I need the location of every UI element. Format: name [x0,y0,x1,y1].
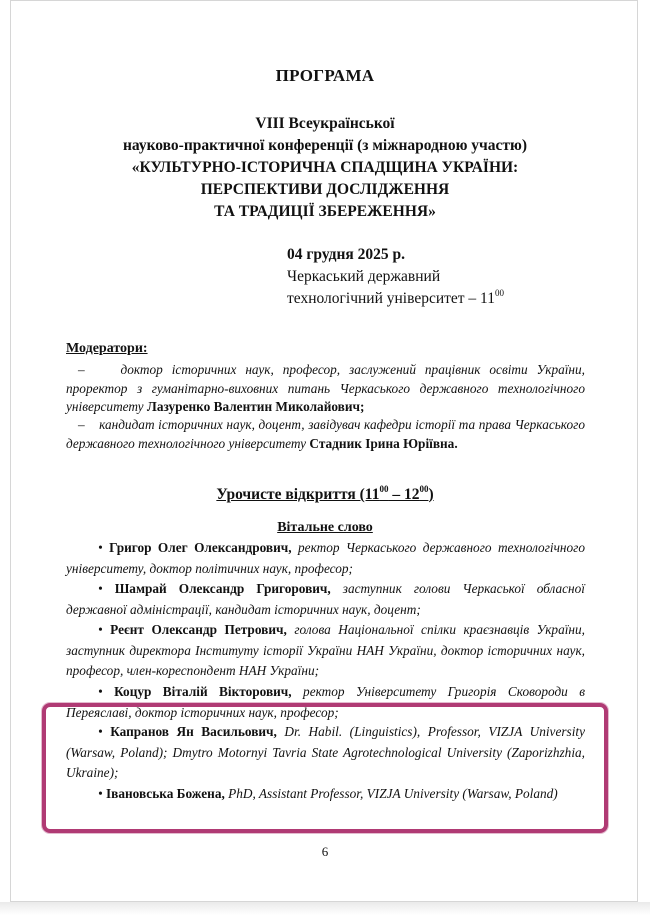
moderator-name: Лазуренко Валентин Миколайович; [146,399,365,414]
moderator-desc: кандидат історичних наук, доцент, завідувач кафедри історії та права Черкаського державного технологічного університету [66,417,585,451]
venue-line-2 [287,288,504,310]
speaker-item [66,722,585,784]
venue-line-1: Черкаський державний [287,268,441,285]
speaker-desc: голова Національної спілки краєзнавців України, заступник директора Інституту історії України НАН України, доктор історичних наук, професор, член-кореспондент НАН України; [66,622,585,678]
venue-time-sup: 00 [494,287,504,298]
dash-marker: – [78,417,85,432]
bullet-icon: • [98,540,103,555]
moderator-desc: доктор історичних наук, професор, заслужений працівник освіти України, проректор з гуманітарно-виховних питань Черкаського державного технологічного університету [66,362,586,414]
dash-marker: – [78,362,85,377]
opening-dash: – 12 [388,486,420,503]
speaker-item [66,620,585,682]
conference-line-1: VIII Всеукраїнської [255,115,395,132]
conference-line-4: ПЕРСПЕКТИВИ ДОСЛІДЖЕННЯ [200,181,450,198]
speaker-desc: ректор Університету Григорія Сковороди в Переяславі, доктор історичних наук, професор; [66,684,586,720]
welcome-heading: Вітальне слово [277,520,373,535]
speaker-item [66,538,585,579]
event-date: 04 грудня 2025 р. [287,246,406,263]
conference-line-2: науково-практичної конференції (з міжнародною участю) [122,137,528,154]
speaker-name: Григор Олег Олександрович, [109,540,292,555]
opening-text: Урочисте відкриття (11 [216,486,380,503]
speaker-name: Івановська Божена, [105,786,225,801]
opening-close: ) [428,486,434,503]
bullet-icon: • [98,622,103,637]
speaker-desc: заступник голови Черкаської обласної державної адміністрації, кандидат історичних наук, доцент; [66,581,585,617]
speaker-name: Коцур Віталій Вікторович, [114,684,292,699]
speaker-name: Капранов Ян Васильович, [110,724,277,739]
conference-line-3: «КУЛЬТУРНО-ІСТОРИЧНА СПАДЩИНА УКРАЇНИ: [131,159,519,176]
page-title: ПРОГРАМА [275,66,375,85]
speaker-desc: ректор Черкаського державного технологічного університету, доктор політичних наук, професор; [66,540,586,576]
venue-text: технологічний університет – 11 [287,290,495,307]
speaker-name: Шамрай Олександр Григорович, [114,581,331,596]
bullet-icon: • [98,581,103,596]
moderator-name: Стадник Ірина Юріївна. [309,435,458,451]
bullet-icon: • [98,724,103,739]
bullet-icon: • [98,684,103,699]
conference-line-5: ТА ТРАДИЦІЇ ЗБЕРЕЖЕННЯ» [214,203,436,220]
opening-heading [0,483,650,504]
date-venue-block [287,244,504,310]
speaker-desc: Dr. Habil. (Linguistics), Professor, VIZJA University (Warsaw, Poland); Dmytro Motornyi Tavria State Agrotechnological University (Zaporizhzhia, Ukraine); [66,724,585,780]
page-number: 6 [321,844,329,859]
speaker-item [66,579,585,620]
moderator-item-1 [66,361,585,417]
moderators-heading: Модератори: [66,341,148,356]
page-edge-shadow [0,902,650,915]
opening-sup-1: 00 [379,483,389,494]
opening-sup-2: 00 [419,483,429,494]
speaker-item [66,682,585,723]
bullet-icon: • [98,786,103,801]
speaker-name: Реєнт Олександр Петрович, [110,622,287,637]
moderator-item-2 [66,416,585,453]
speaker-desc: PhD, Assistant Professor, VIZJA University (Warsaw, Poland) [228,786,558,801]
speaker-item [66,784,585,805]
